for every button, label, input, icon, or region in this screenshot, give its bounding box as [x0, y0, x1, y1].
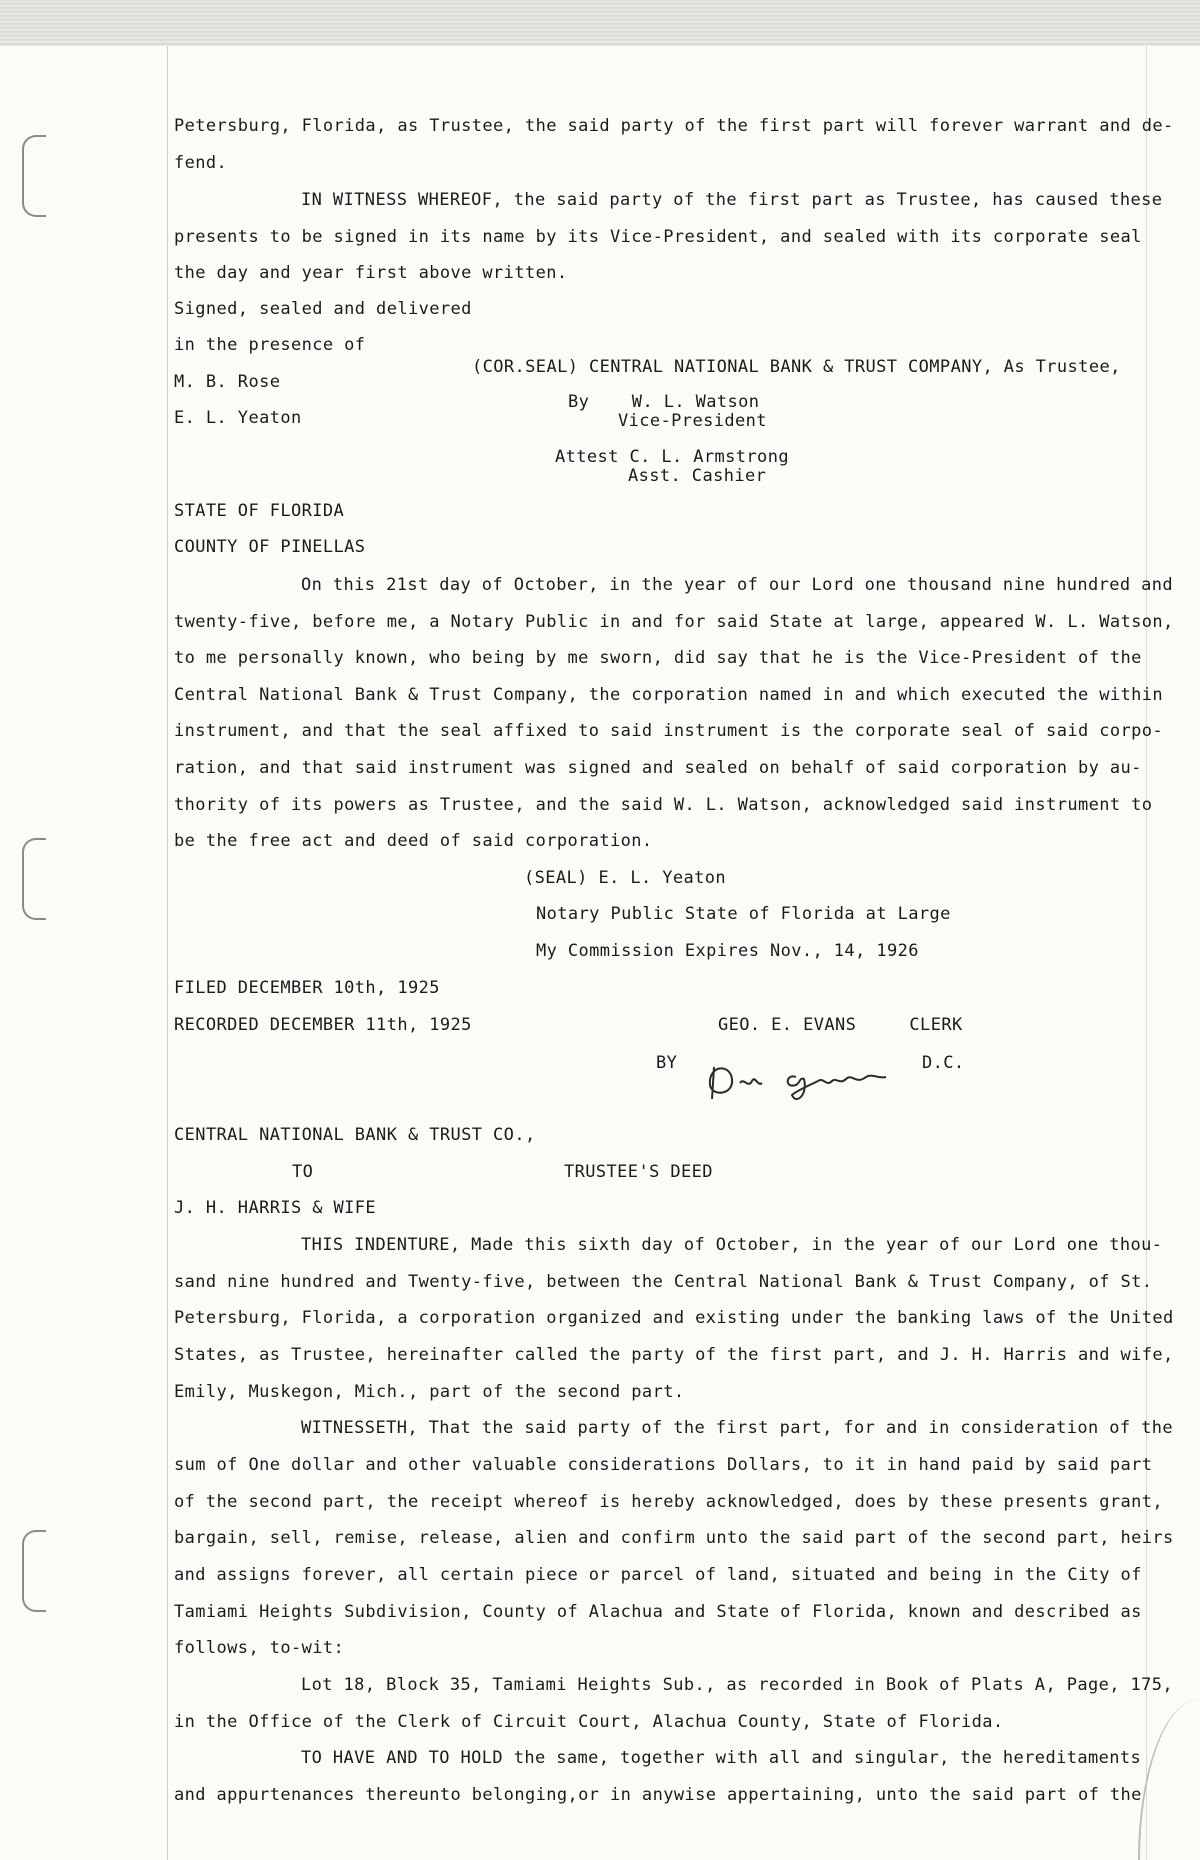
binder-hole-1 — [22, 135, 46, 217]
text-line: J. H. HARRIS & WIFE — [174, 1198, 377, 1218]
text-line: Asst. Cashier — [628, 466, 767, 486]
text-line: States, as Trustee, hereinafter called the party of the first part, and J. H. Harris and wife, — [174, 1345, 1174, 1365]
text-line: By W. L. Watson — [568, 392, 760, 412]
text-line: WITNESSETH, That the said party of the first part, for and in consideration of the — [301, 1418, 1174, 1438]
binder-hole-2 — [22, 838, 46, 920]
text-line: Vice-President — [618, 411, 767, 431]
text-line: Petersburg, Florida, a corporation organized and existing under the banking laws of the United — [174, 1308, 1174, 1328]
text-line: FILED DECEMBER 10th, 1925 — [174, 978, 440, 998]
text-line: Attest C. L. Armstrong — [555, 447, 789, 467]
text-line: D.C. — [922, 1053, 965, 1073]
text-line: BY — [656, 1053, 678, 1073]
text-line: thority of its powers as Trustee, and the said W. L. Watson, acknowledged said instrument to — [174, 795, 1153, 815]
text-line: bargain, sell, remise, release, alien and confirm unto the said part of the second part, heirs — [174, 1528, 1174, 1548]
text-line: COUNTY OF PINELLAS — [174, 537, 366, 557]
right-margin-rule — [1146, 46, 1147, 1860]
text-line: of the second part, the receipt whereof is hereby acknowledged, does by these presents grant, — [174, 1492, 1164, 1512]
text-line: be the free act and deed of said corporation. — [174, 831, 653, 851]
page-curl — [1138, 1700, 1200, 1860]
text-line: sand nine hundred and Twenty-five, between the Central National Bank & Trust Company, of St. — [174, 1272, 1153, 1292]
text-line: follows, to-wit: — [174, 1638, 345, 1658]
text-line: M. B. Rose — [174, 372, 281, 392]
text-line: Lot 18, Block 35, Tamiami Heights Sub., as recorded in Book of Plats A, Page, 175, — [301, 1675, 1174, 1695]
text-line: CENTRAL NATIONAL BANK & TRUST CO., — [174, 1125, 536, 1145]
text-line: instrument, and that the seal affixed to said instrument is the corporate seal of said corpo- — [174, 721, 1164, 741]
text-line: presents to be signed in its name by its Vice-President, and sealed with its corporate seal — [174, 227, 1142, 247]
text-line: Central National Bank & Trust Company, the corporation named in and which executed the within — [174, 685, 1164, 705]
text-line: to me personally known, who being by me sworn, did say that he is the Vice-President of the — [174, 648, 1142, 668]
text-line: fend. — [174, 153, 228, 173]
text-line: Signed, sealed and delivered — [174, 299, 472, 319]
text-line: RECORDED DECEMBER 11th, 1925 — [174, 1015, 472, 1035]
text-line: TRUSTEE'S DEED — [564, 1162, 713, 1182]
text-line: GEO. E. EVANS CLERK — [718, 1015, 963, 1035]
scan-top-edge — [0, 0, 1200, 46]
text-line: THIS INDENTURE, Made this sixth day of October, in the year of our Lord one thou- — [301, 1235, 1163, 1255]
text-line: IN WITNESS WHEREOF, the said party of the first part as Trustee, has caused these — [301, 190, 1163, 210]
text-line: in the Office of the Clerk of Circuit Court, Alachua County, State of Florida. — [174, 1712, 1004, 1732]
text-line: the day and year first above written. — [174, 263, 568, 283]
text-line: Tamiami Heights Subdivision, County of Alachua and State of Florida, known and described as — [174, 1602, 1142, 1622]
text-line: E. L. Yeaton — [174, 408, 302, 428]
left-margin-rule — [167, 46, 168, 1860]
text-line: and assigns forever, all certain piece or parcel of land, situated and being in the City of — [174, 1565, 1142, 1585]
text-line: Notary Public State of Florida at Large — [536, 904, 951, 924]
text-line: sum of One dollar and other valuable considerations Dollars, to it in hand paid by said part — [174, 1455, 1153, 1475]
text-line: twenty-five, before me, a Notary Public in and for said State at large, appeared W. L. Watson, — [174, 612, 1174, 632]
text-line: My Commission Expires Nov., 14, 1926 — [536, 941, 919, 961]
text-line: in the presence of — [174, 335, 366, 355]
clerk-signature — [700, 1055, 910, 1105]
text-line: On this 21st day of October, in the year of our Lord one thousand nine hundred and — [301, 575, 1174, 595]
text-line: Emily, Muskegon, Mich., part of the second part. — [174, 1382, 685, 1402]
text-line: (SEAL) E. L. Yeaton — [524, 868, 727, 888]
binder-hole-3 — [22, 1530, 46, 1612]
text-line: and appurtenances thereunto belonging,or in anywise appertaining, unto the said part of the — [174, 1785, 1142, 1805]
text-line: (COR.SEAL) CENTRAL NATIONAL BANK & TRUST COMPANY, As Trustee, — [472, 357, 1121, 377]
text-line: ration, and that said instrument was signed and sealed on behalf of said corporation by au- — [174, 758, 1142, 778]
text-line: STATE OF FLORIDA — [174, 501, 345, 521]
text-line: Petersburg, Florida, as Trustee, the said party of the first part will forever warrant and de- — [174, 116, 1174, 136]
text-line: TO HAVE AND TO HOLD the same, together with all and singular, the hereditaments — [301, 1748, 1142, 1768]
text-line: TO — [292, 1162, 314, 1182]
